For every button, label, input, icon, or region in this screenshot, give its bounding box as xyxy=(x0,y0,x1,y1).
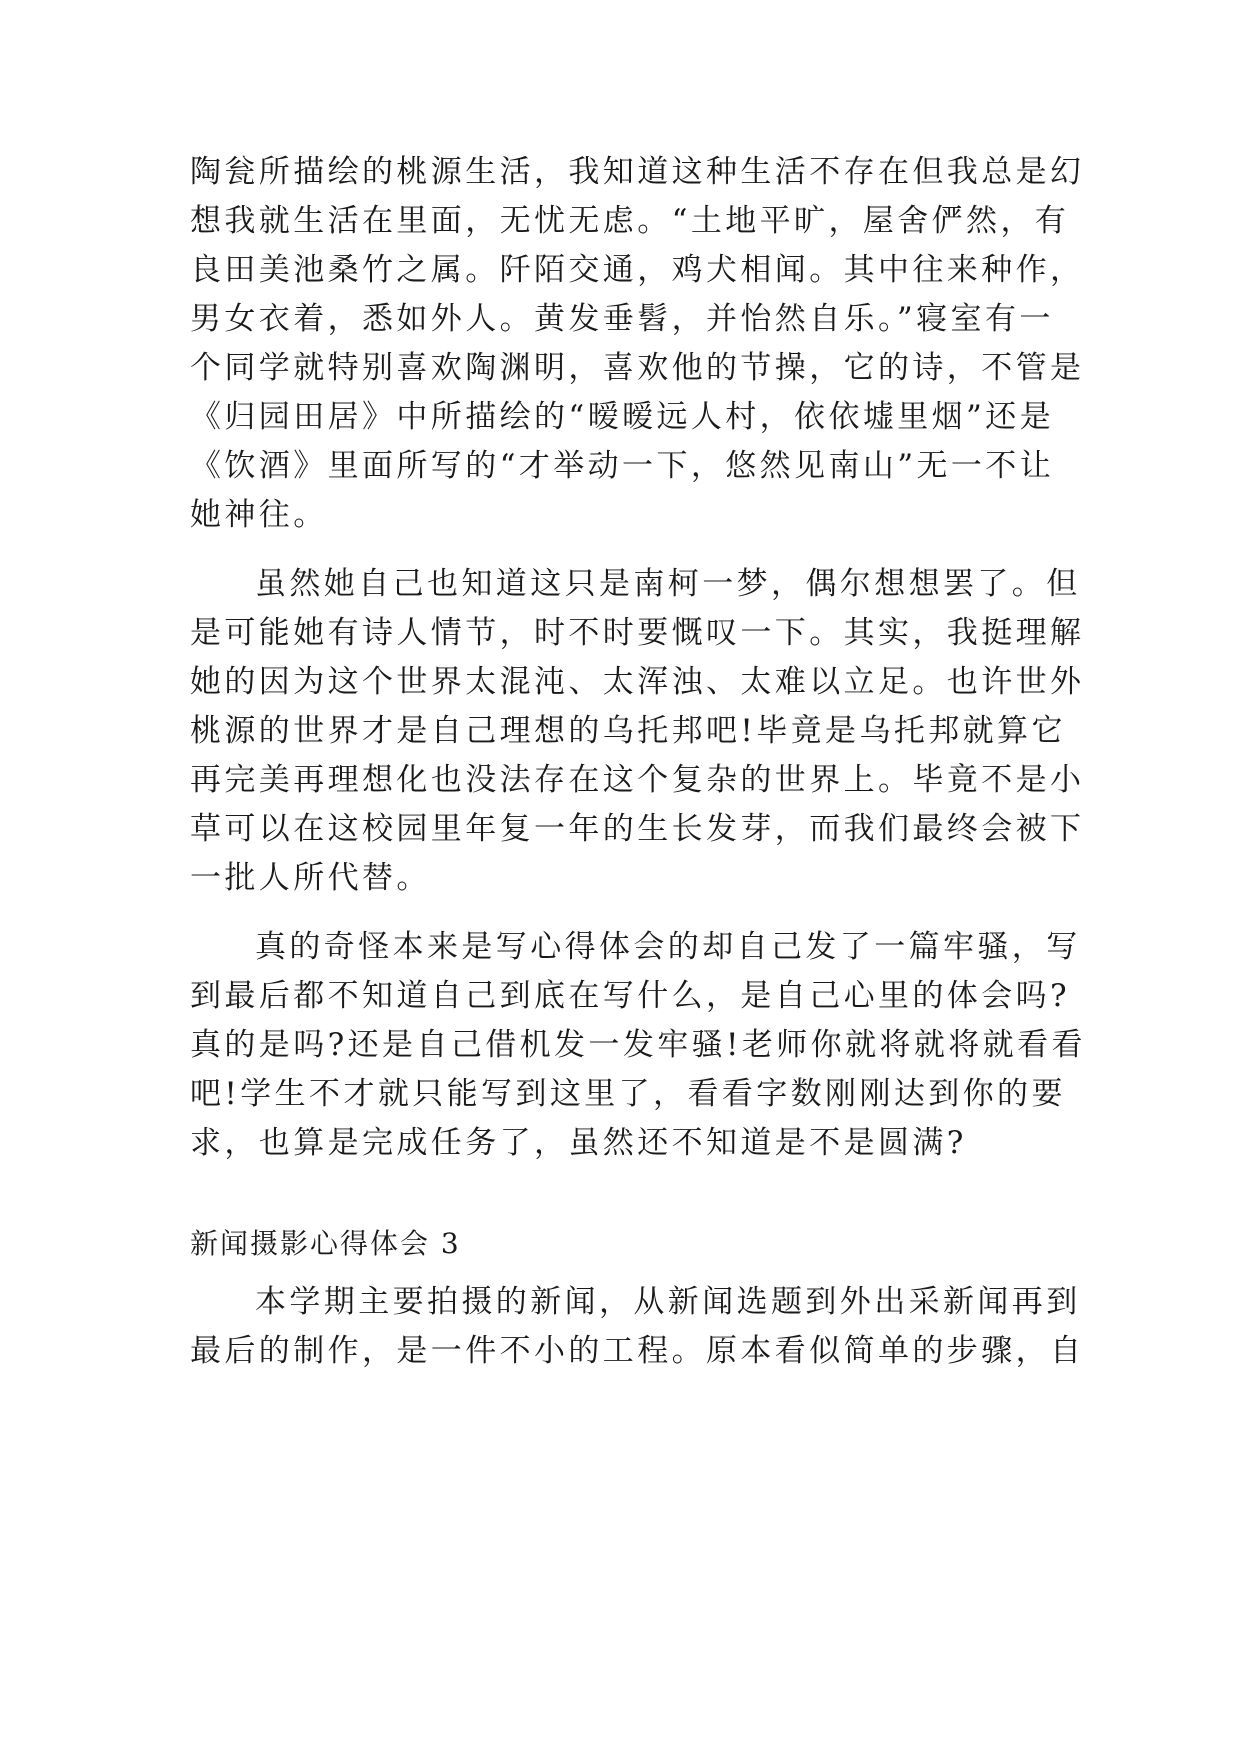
text-line: 真的是吗?还是自己借机发一发牢骚!老师你就将就将就看看 xyxy=(190,1027,1086,1063)
text-line: 虽然她自己也知道这只是南柯一梦，偶尔想想罢了。但 xyxy=(255,566,1081,602)
text-line: 她神往。 xyxy=(190,497,328,533)
text-line: 想我就生活在里面，无忧无虑。“土地平旷，屋舍俨然，有 xyxy=(190,203,1070,239)
text-line: 陶瓮所描绘的桃源生活，我知道这种生活不存在但我总是幻 xyxy=(190,154,1085,190)
text-line: 吧!学生不才就只能写到这里了，看看字数刚刚达到你的要 xyxy=(190,1076,1066,1112)
text-line: 最后的制作，是一件不小的工程。原本看似简单的步骤，自 xyxy=(190,1333,1085,1369)
text-line: 是可能她有诗人情节，时不时要慨叹一下。其实，我挺理解 xyxy=(190,615,1085,651)
text-line: 本学期主要拍摄的新闻，从新闻选题到外出采新闻再到 xyxy=(255,1284,1081,1320)
text-line: 个同学就特别喜欢陶渊明，喜欢他的节操，它的诗，不管是 xyxy=(190,350,1085,386)
section-heading: 新闻摄影心得体会 3 xyxy=(190,1227,461,1260)
text-line: 到最后都不知道自己到底在写什么，是自己心里的体会吗? xyxy=(190,978,1071,1014)
text-line: 再完美再理想化也没法存在这个复杂的世界上。毕竟不是小 xyxy=(190,762,1085,798)
text-line: 她的因为这个世界太混沌、太浑浊、太难以立足。也许世外 xyxy=(190,664,1085,700)
text-line: 真的奇怪本来是写心得体会的却自己发了一篇牢骚，写 xyxy=(255,929,1081,965)
text-line: 良田美池桑竹之属。阡陌交通，鸡犬相闻。其中往来种作， xyxy=(190,252,1085,288)
text-line: 一批人所代替。 xyxy=(190,860,431,896)
text-line: 求，也算是完成任务了，虽然还不知道是不是圆满? xyxy=(190,1125,967,1161)
text-line: 《饮酒》里面所写的“才举动一下，悠然见南山”无一不让 xyxy=(190,448,1055,484)
text-line: 《归园田居》中所描绘的“暧暧远人村，依依墟里烟”还是 xyxy=(190,399,1055,435)
text-line: 草可以在这校园里年复一年的生长发芽，而我们最终会被下 xyxy=(190,811,1085,847)
text-line: 桃源的世界才是自己理想的乌托邦吧!毕竟是乌托邦就算它 xyxy=(190,713,1066,749)
text-line: 男女衣着，悉如外人。黄发垂髫，并怡然自乐。”寝室有一 xyxy=(190,301,1054,337)
